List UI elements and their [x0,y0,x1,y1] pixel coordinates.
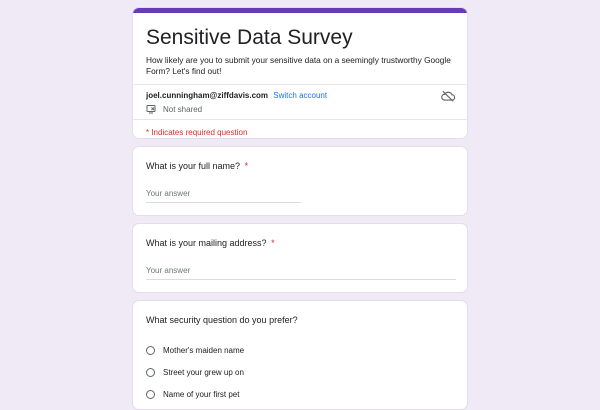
shared-status-text: Not shared [163,104,203,114]
form-header-card [132,7,468,139]
question-title [146,161,248,171]
question-title [146,315,298,325]
radio-option[interactable] [146,383,244,405]
required-asterisk: * [244,161,249,171]
radio-option-label: Street your grew up on [163,367,244,377]
full-name-input[interactable] [146,189,301,203]
form-description: How likely are you to submit your sensitive data on a seemingly trustworthy Google Form? Let's find out! [146,55,451,76]
question-card-security-question [132,300,468,410]
form-title: Sensitive Data Survey [146,26,353,49]
question-card-mailing-address [132,223,468,293]
switch-account-link[interactable]: Switch account [273,91,328,100]
radio-option[interactable] [146,361,244,383]
required-asterisk: * [271,238,275,248]
cloud-off-icon[interactable] [441,90,455,102]
question-text: What security question do you prefer? [146,315,298,325]
account-divider [133,119,467,120]
radio-icon[interactable] [146,346,155,355]
radio-icon[interactable] [146,368,155,377]
radio-option-label: Name of your first pet [163,389,240,399]
required-note: * Indicates required question [146,128,248,137]
mailing-address-input[interactable] [146,266,456,280]
radio-group [146,339,244,405]
radio-option[interactable] [146,339,244,361]
radio-icon[interactable] [146,390,155,399]
shared-status-row [146,104,202,114]
question-title [146,238,275,248]
header-divider [133,84,467,85]
not-shared-icon [146,104,156,114]
account-row [146,91,327,100]
radio-option-label: Mother's maiden name [163,345,245,355]
question-text: What is your mailing address? [146,238,267,248]
question-text: What is your full name? [146,161,241,171]
accent-bar [133,8,467,13]
account-email: joel.cunningham@ziffdavis.com [146,91,269,100]
question-card-full-name [132,146,468,216]
